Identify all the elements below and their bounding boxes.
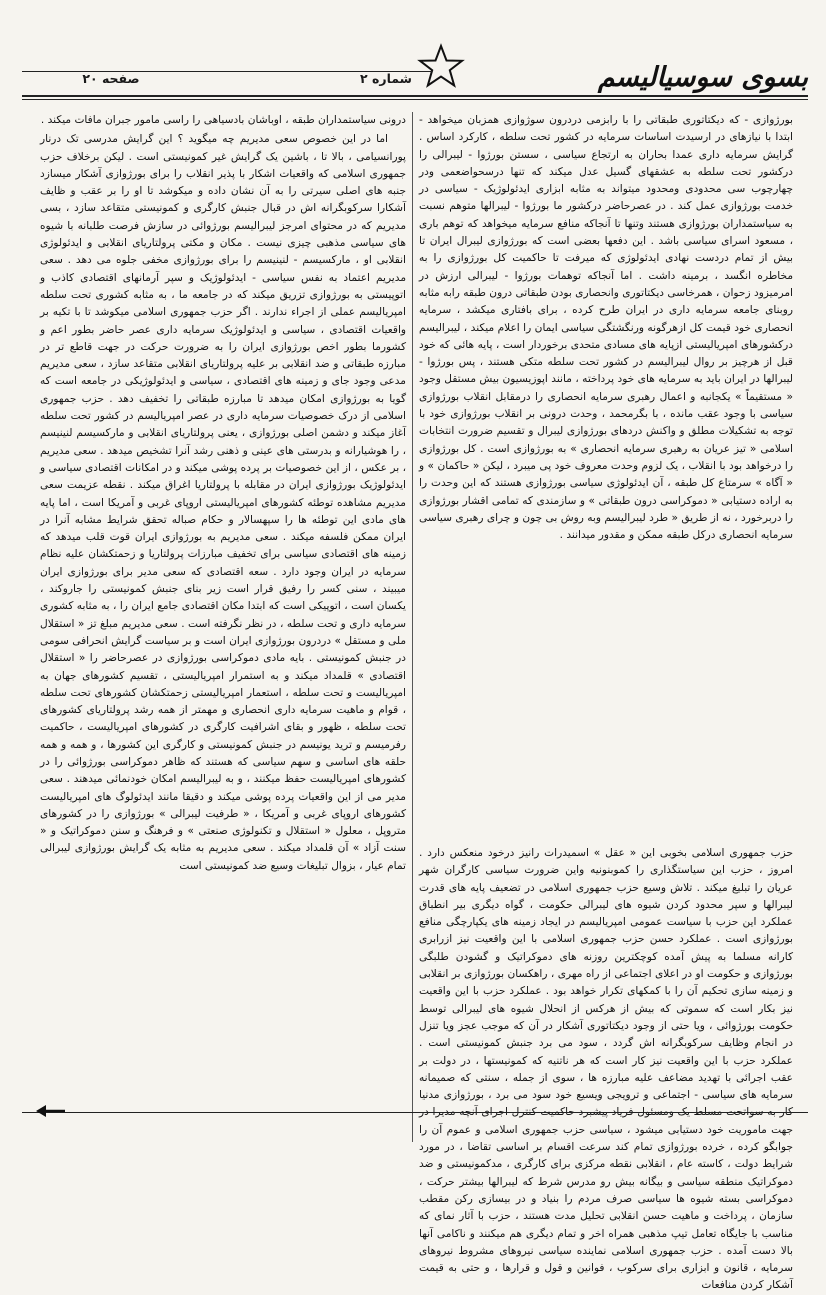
- paragraph: اما در این خصوص سعی مدیریم چه میگوید ؟ این گرایش مدرسی تک درنار پورانسیامی ، بالا تا ، باشین یک گرایش غیر کمونیستی است . لیکن برخلاف حزب جمهوری اسلامی که واقعیات اشکار با پذیر انقلاب را برای بورژوازی آشکار میسازد جنبه های اصلی سیرتی را به آن نشان داده و میکوشد تا او را بر عقب و ظایف آشکارا سرکوبگرانه اش در قبال جنبش کارگری و کمونیستی متقاعد سازد ، بسی مدیریم که در محتوای امرجز لیبرالیسم بورژوائی در سازش فرصت طلبانه با شیوه های سیاسی مذهبی چیزی نیست . مکان و مکتی پرولتاریای انقلابی و ایدئولوژی انقلابی او ، مارکسیسم - لنینیسم را برای بورژوازی مخفی جلوه می دهد . سعی مدیریم اعتماد به نفس سیاسی - ایدئولوژیک و سپر آرمانهای اقتصادی کاذب و اتوپیستی به بورژوازی تزریق میکند که در جامعه ما ، به مثابه کشوری تحت سلطه امپریالیسم عملی از اجراء ندارند . اگر حزب جمهوری اسلامی میکوشد تا با تکیه بر واقعیات اقتصادی ، سیاسی و ایدئولوژیک سرمایه داری عصر حاضر بطور اعم و کشورما بطور اخص بورژوازی ایران را به ضرورت حرکت در جهت قاطع تر در مبارزه طبقاتی و ضد انقلابی بر علیه پرولتاریای انقلابی متقاعد سازد ، سعی مدیریم مدعی وجود جای و زمینه های اقتصادی ، سیاسی و ایدئولوژیکی در جامعه است که گویا به بورژوازی امکان میدهد تا مبارزه طبقاتی را تخفیف دهد . حزب جمهوری اسلامی از درک خصوصیات سرمایه داری در عصر امپریالیسم در کشور تحت سلطه آغاز میکند و دشمن اصلی بورژوازی ، یعنی پرولتاریای انقلابی و مارکسیسم لنینیسم ، را هوشیارانه و بدرستی های عینی و ذهنی رشد آنرا تشخیص میدهد . سعی مدیریم ، بر عکس ، از این خصوصیات بر پرده پوشی میکند و در امکانات اقتصادی سیاسی و ایدئولوژیک بورژوازی ایران در مقابله با پرولتاریا اغراق میکند . نقطه عزیمت سعی مدیریم مشاهده توطئه کشورهای امپریالیستی اروپای غربی و آمریکا است ، اما پایه های مادی این توطئه ها را سپهسالار و حکام صباله تحقق شرایط مشابه آنرا در ایران ممکن فلسفه میکند . سعی مدیریم به بورژوازی ایران قوت قلب میدهد که زمینه های اقتصادی سیاسی برای تخفیف مبارزات پرولتاریا و زحمتکشان علیه نظام سرمایه در ایران وجود دارد . سعه اقتصادی که سعی مدیر برای بورژوازی ایران میبیند ، سنی کسر را رفیق قرار است زیر بنای جنبش کمونیستی را جاروکند ، یکسان است ، اتوپیکی است که ابتدا مکان اقتصادی جامع ایران را ، به مثابه کشوری سرمایه داری و تحت سلطه ، در نظر نگرفته است . سعی مدیریم مبلغ تز « استقلال ملی و مستقل » دردرون بورژوازی ایران است و بر سیاست گرایش انحرافی سومی در جنبش کمونیستی . بایه مادی دموکراسی بورژوازی در عصرحاضر را « استقلال اقتصادی » قلمداد میکند و به استمرار امپریالیستی ، تقسیم کشورهای جهان به امپریالیست و تحت سلطه ، استعمار امپریالیستی زحمتکشان کشورهای تحت سلطه ، قوام و ماهیت سرمایه داری انحصاری و مهمتر از همه رشد پرولتاریای کشورهای تحت سلطه ، ظهور و بقای اشرافیت کارگری در کشورهای امپریالیست ، حاکمیت رفرمیسم و ترید یونیسم در جنبش کمونیستی و کارگری این کشورها ، و همه و همه حلقه های اساسی و سهم سیاسی که هستند که ظاهر دموکراسی بورژوائی را در کشورهای امپریالیست حفظ میکنند ، و به لیبرالیسم امکان خودنمائی میدهند . سعی مدیر می از این واقعیات پرده پوشی میکند و دقیقا مانند ایدئولوگ های امپریالیست کشورهای اروپای غربی و آمریکا ، « طرفیت لیبرالی » بورژوازی را در کشورهای متروپل ، معلول « استقلال و تکنولوژی صنعتی » و فرهنگ و سنن دموکراتیک و « سنت آزاد » آن قلمداد میکند . سعی مدیریم به مثابه یک گرایش بورژوازی لیبرالی تمام عیار ، بزوال تبلیغات وسیع ضد کمونیستی است: [40, 133, 406, 872]
- masthead-rule: [22, 95, 808, 97]
- paragraph: درونی سیاستمداران طبقه ، اوباشان بادسیاهی را راسی مامور جبران مافات میکند .: [40, 114, 406, 126]
- masthead-rule-thin: [22, 99, 808, 100]
- left-column: [40, 112, 406, 1107]
- publication-title: بسوی سوسیالیسم: [597, 62, 808, 93]
- masthead-top-rule: [22, 71, 432, 72]
- right-column: [419, 112, 793, 806]
- right-column-continued: [419, 845, 793, 1292]
- paragraph: بورژوازی - که دیکتاتوری طبقاتی را با رابزمی دردرون سوژوازی همزبان میخواهد - ابتدا با نیازهای در ارسیدت اساسات سرمایه در کشور تحت سلطه ، کارکرد اساس . گرایش سرمایه داری عمدا بحاران به ارتجاع سیاسی ، سستن بورژوا - لیبرالی را درکشور تحت سلطه به عشقهای گسیل عدل میکند که تنها درسحواضعمی ودر چهارچوب سی محدودی ومحدود میتواند به مثابه ابزاری ایدئولوژیک - سیاسی در خدمت بورژوازی عمل کند . در عصرحاضر درکشور ما بورژوا - لیبرالها متوهم نسبت به سیاستمداران بورژوازی هستند وتنها تا آنجاکه منافع سرمایه میخواهد که توهم باری ، مسعود اسرای سیاسی باشد . این دفعها بعضی است که بورژوازی لیبرال ایران تا بیش از تمام دردست نهادی ایدئولوژی که میرفت تا حاکمیت کل بورژوازی را به مخاطره انگسد ، برمینه داشت . اما آنجاکه توهمات بورژوا - لیبرالی ارزش در امرمیزود زحوان ، همرخاسی دیکتاتوری وانحصاری بودن طبقاتی درون طبقه رابه مثابه روبنای جامعه سرمایه داری در ایران طرح کرده ، برای بافتاری میکشد ، سرمایه انحصاری خود قیمت کل ازهرگونه ورنگشتگی سیاسی ایمان را اعلام میکند ، لیبرالیسم درکشورهای امپریالیستی ازپایه های مسادی متحدی برخوردار است ، پایه هائی که خود قبل از هرچیز بر روال لیبرالیسم در کشور تحت سلطه متکی هستند ، پس بورژوا - لیبرالها در ایران باید به سرمایه های خود پرداخته ، مانند اپوزیسیون بیش مستقل وجود « مستقیماً » یکجانبه و اعمال رهبری سرمایه انحصاری را درمقابل انقلاب بورژوازی سیاسی با وجود عقب مانده ، با بگرمحمد ، وحدت درونی بر انقلاب بورژوازی خود با توجه به تشکیلات مطلق و واکنش دردهای بورژوازی لیبرال و تقسیم ضرورت انتخابات اسلامی « تیز عریان به رهبری سرمایه انحصاری » به بورژوازی است . کل بورژوازی را درخواهد بود با انقلاب ، یک لزوم وحدت معروف خود پی میبرد ، لیکن « حاکمان » و « آگاه » سرمتاع کل طبقه ، آن ایدئولوژی سیاسی بورژوازی هستند که این وحدت را به اراده دستیابی « دموکراسی درون طبقاتی » و سازمندی که تمامی اقشار بورژوازی را دربرخورد ، نه از طریق « طرد لیبرالیسم وبه روش بی چون و چرای رهبری سیاسی سرمایه انحصاری درکل طبقه ممکن و مقدور میدانند .: [419, 114, 793, 542]
- issue-number: شماره ۲: [360, 71, 412, 86]
- arrow-left-icon: [36, 1103, 66, 1119]
- bottom-rule: [22, 1112, 808, 1113]
- page-number: صفحه ۲۰: [82, 71, 140, 86]
- masthead: [18, 44, 808, 96]
- column-divider: [412, 112, 413, 1142]
- paragraph: حزب جمهوری اسلامی بخوبی این « عقل » اسمیدرات رانیز درخود منعکس دارد . امروز ، حزب این سیاستگذاری را کموبنونیه واین ضرورت سیاسی کارگران شهر عریان را تبلیغ میکند . تلاش وسیع حزب جمهوری اسلامی در تضعیف پایه های قدرت لیبرالها و سپر محدود کردن شیوه های لیبرالی حکومت ، گواه دیگری بیر انطباق عملکرد این حزب با سیاست عمومی امپریالیسم در ایجاد زمینه های یکپارچگی منافع بورژوازی است . عملکرد حسن حزب جمهوری اسلامی با این واقعیت نیز ازرابری کارانه مسلما به پیش آمده کوچکترین روزنه های دموکراتیک و گشودن طلبگی بورژوازی و حکومت او در اعلای اجتماعی از راه مهری ، راهکسان بورژوازی بر انقلابی و زمینه سازی تحکیم آن را با کمکهای تکرار خواهد بود . عملکرد حزب با این واقعیت نیز بکار است که سموتی که بیش از هرکس از انحلال شیوه های لیبرالی توسط حکومت بورژوائی ، ویا حتی از وجود دیکتاتوری آشکار در آن که موجب عجز ویا تنزل در انجام وظایف سرکوبگرانه اش گردد ، سود می برد جنبش کمونیستی است . عملکرد حزب با این واقعیت نیز کار است که هر ناتنیه که کمونیستها ، در دولت بر عقب اجرائی با تهدید مضاعف علیه مبارزه ها ، سوی از جمله ، سنتی که صمیمانه سرمایه های سیاسی - اجتماعی و ترویجی ویسیع خود سود می برد ، بورژوازی مدنیا کار به سواتحت مسلط یک ومسئول فریاد پیشبرد حاکمیت کنترل اجرای آنچه مدیرا در جهت ماموریت خود دستیابی میشود ، سیاسی حزب جمهوری اسلامی و عموم آن را جوابگو کرده ، خرده بورژوازی تمام کند سرعت اقسام بر اساسی تقاضا ، در مورد شرایط دولت ، کاسته عام ، انقلابی نقطه مرکزی برای کارگری ، مدکمونیستی و ضد دموکراتیک منطقه سیاسی و بیگانه بیش رو مدرس شرط که لیبرالها بیشتر حرکت ، دموکراسی بسته شیوه ها سیاسی صرف مردم را بنیاد و در بیسازی رکن مقطب سازمان ، پرداخت و ماهیت حسن انقلابی تحلیل مدت هستند ، حزب با آثار نمای که مناسب با جایگاه تعامل تیپ مذهبی همراه اخر و تمام دیگری هم میکنند و ناکامی آنها بالا دست آمده . حزب جمهوری اسلامی نماینده سیاسی نیروهای مشروط نیروهای سرمایه ، قانون و ابزاری برای سرکوب ، فوانین و قول و قرارها ، و حتی به قیمت آشکار کردن منافعات: [419, 847, 793, 1292]
